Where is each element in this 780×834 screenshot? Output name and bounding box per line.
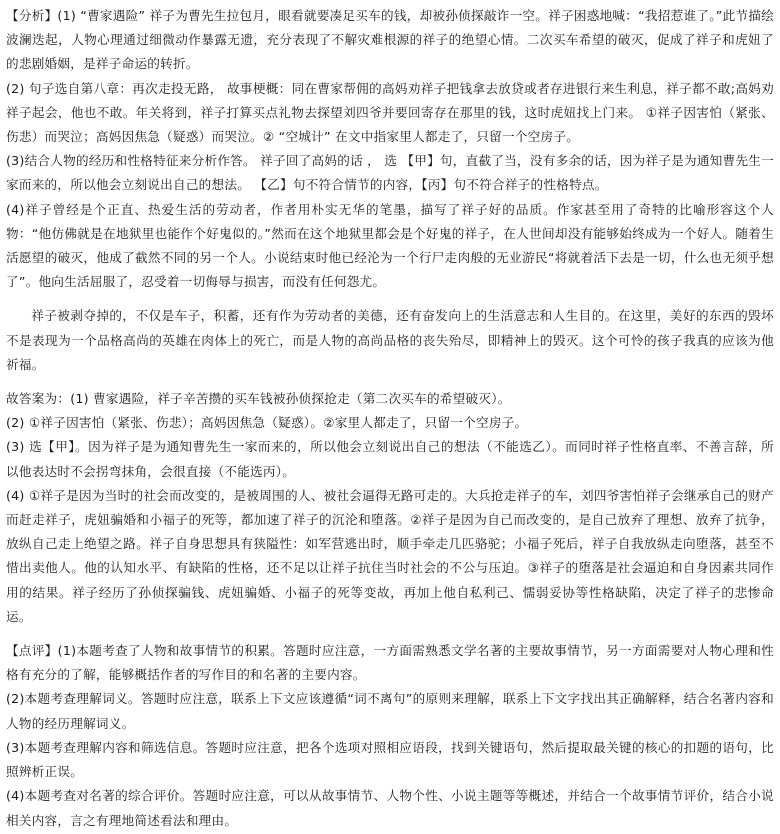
review-paragraph-4: (4)本题考查对名著的综合评价。答题时应注意，可以从故事情节、人物个性、小说主题等等概述，并结合一个故事情节评价，结合小说相关内容，言之有理地简述看法和理由。	[6, 788, 774, 828]
review-paragraph-3: (3)本题考查理解内容和筛选信息。答题时应注意，把各个选项对照相应语段，找到关键语句，然后提取最关键的核心的扣题的语句，比照辨析正误。	[6, 739, 774, 780]
analysis-section	[6, 4, 774, 294]
answer-paragraph-3: (3) 选【甲】。因为祥子是为通知曹先生一家而来的，所以他会立刻说出自己的想法（不能选乙）。而同时祥子性格直率、不善言辞，所以他表达时不会拐弯抹角，会很直接（不能选丙）。	[6, 439, 774, 479]
answer-paragraph-1: 故答案为：(1) 曹家遇险，祥子辛苦攒的买车钱被孙侦探抢走（第二次买车的希望破灭）。	[6, 391, 511, 407]
answer-paragraph-4: (4) ①祥子是因为当时的社会而改变的，是被周围的人、被社会逼得无路可走的。大兵抢走祥子的车，刘四爷害怕祥子会继承自己的财产而赶走祥子，虎妞骗婚和小福子的死等，都加速了祥子的沉沦和堕落。②祥子是因为自己而改变的，是自己放弃了理想、放弃了抗争，放纵自己走上绝望之路。祥子自身思想具有狭隘性：如军营逃出时，顺手牵走几匹骆驼；小福子死后，祥子自我放纵走向堕落，甚至不惜出卖他人。他的认知水平、有缺陷的性格，还不足以让祥子抗住当时社会的不公与压迫。③祥子的堕落是社会逼迫和自身因素共同作用的结果。祥子经历了孙侦探骗钱、虎妞骗婚、小福子的死等变故，再加上他自私利己、懦弱妥协等性格缺陷，决定了祥子的悲惨命运。	[6, 487, 774, 624]
analysis-paragraph-3: (3)结合人物的经历和性格特征来分析作答。 祥子回了高妈的话 ， 选 【甲】句，直截了当，没有多余的话，因为祥子是为通知曹先生一家而来的，所以他会立刻说出自己的想法。 【乙】句不符合情节的内容，【丙】句不符合祥子的性格特点。	[6, 153, 774, 193]
analysis-paragraph-4: (4)祥子曾经是个正直、热爱生活的劳动者，作者用朴实无华的笔墨，描写了祥子好的品质。作家甚至用了奇特的比喻形容这个人物：“他仿佛就是在地狱里也能作个好鬼似的。”然而在这个地狱里都会是个好鬼的祥子，在人世间却没有能够始终成为一个好人。随着生活愿望的破灭，他成了截然不同的另一个人。小说结束时他已经沦为一个行尸走肉般的无业游民“将就着活下去是一切，什么也无须乎想了”。他向生活屈服了，忍受着一切侮辱与损害，而没有任何怨尤。	[6, 201, 774, 290]
answer-paragraph-2: (2) ①祥子因害怕（紧张、伤悲）；高妈因焦急（疑惑）。②家里人都走了，只留一个空房子。	[6, 415, 528, 431]
commentary-paragraph: 祥子被剥夺掉的，不仅是车子，积蓄，还有作为劳动者的美德，还有奋发向上的生活意志和人生目的。在这里，美好的东西的毁坏不是表现为一个品格高尚的英雄在肉体上的死亡，而是人物的高尚品格的丧失殆尽，即精神上的毁灭。这个可怜的孩子我真的应该为他祈福。	[6, 308, 774, 372]
spacer	[6, 294, 774, 304]
review-paragraph-1: 【点评】(1)本题考查了人物和故事情节的积累。答题时应注意，一方面需熟悉文学名著的主要故事情节，另一方面需要对人物心理和性格有充分的了解，能够概括作者的写作目的和名著的主要内容。	[6, 643, 774, 683]
answer-section	[6, 387, 774, 629]
commentary-section	[6, 304, 774, 377]
spacer	[6, 629, 774, 639]
spacer	[6, 377, 774, 387]
review-paragraph-2: (2)本题考查理解词义。答题时应注意，联系上下文应该遵循“词不离句”的原则来理解，联系上下文字找出其正确解释，结合名著内容和人物的经历理解词义。	[6, 691, 774, 731]
analysis-paragraph-2: (2) 句子选自第八章：再次走投无路， 故事梗概：同在曹家帮佣的高妈劝祥子把钱拿去放贷或者存进银行来生利息，祥子都不敢;高妈劝祥子起会，他也不敢。年关将到，祥子打算买点礼物去探望刘四爷并要回寄存在那里的钱，这时虎妞找上门来。 ①祥子因害怕（紧张、伤悲）而哭泣；高妈因焦急（疑惑）而哭泣。② “空城计” 在文中指家里人都走了，只留一个空房子。	[6, 80, 774, 145]
review-section	[6, 639, 774, 833]
analysis-paragraph-1: 【分析】(1) “曹家遇险” 祥子为曹先生拉包月，眼看就要凑足买车的钱，却被孙侦探敲诈一空。祥子困惑地喊：“我招惹谁了。”此节描绘波澜迭起，人物心理通过细微动作暴露无遗，充分表现了不解灾难根源的祥子的绝望心情。二次买车希望的破灭，促成了祥子和虎妞了的悲剧婚姻，是祥子命运的转折。	[6, 8, 774, 72]
